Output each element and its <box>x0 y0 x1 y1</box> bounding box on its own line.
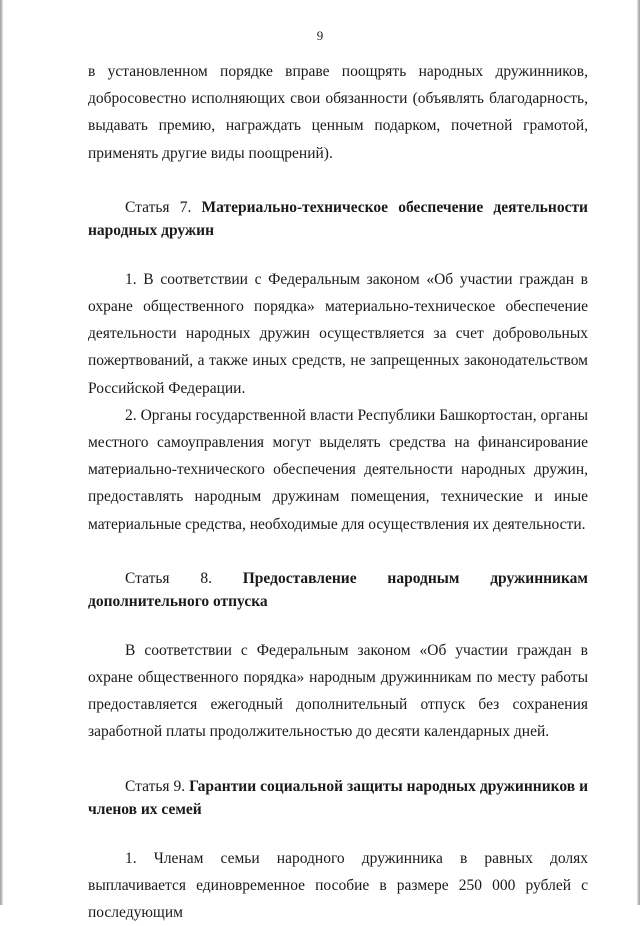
article-8-heading-line-1 <box>88 567 588 590</box>
article-7-heading <box>88 196 588 242</box>
spacer <box>88 167 588 196</box>
paragraph-continuation: в установленном порядке вправе поощрять народных дружинников, добросовестно исполняющих свои обязанности (объявлять благодарность, выдавать премию, награждать ценным подарком, почетной грамотой, применять другие виды поощрений). <box>88 63 588 162</box>
spacer <box>88 821 588 845</box>
article-9-title: Гарантии социальной защиты народных дружинников и членов их семей <box>88 777 588 818</box>
article-8-heading <box>88 567 588 613</box>
spacer <box>88 746 588 775</box>
article-9-paragraph-1: 1. Членам семьи народного дружинника в равных долях выплачивается единовременное пособие в размере 250 000 рублей с последующим <box>88 849 588 922</box>
article-7-title: Материально-техническое обеспечение деятельности народных дружин <box>88 198 588 239</box>
spacer <box>88 538 588 567</box>
spacer <box>88 613 588 637</box>
article-8-prefix: Статья <box>125 569 170 587</box>
article-8-title-word-3: дружинникам <box>490 569 588 587</box>
article-8-paragraph-1: В соответствии с Федеральным законом «Об участии граждан в охране общественного порядка» народным дружинникам по месту работы предоставляется ежегодный дополнительный отпуск без сохранения заработной платы продолжительностью до десяти календарных дней. <box>88 641 588 741</box>
article-8-title-word-1: Предоставление <box>242 569 357 587</box>
article-7-paragraph-1: 1. В соответствии с Федеральным законом «Об участии граждан в охране общественного порядка» материально-техническое обеспечение деятельности народных дружин осуществляется за счет добровольных пожертвований, а также иных средств, не запрещенных законодательством Российской Федерации. <box>88 270 588 397</box>
article-7-prefix: Статья 7. <box>125 198 192 216</box>
article-9-prefix: Статья 9. <box>125 777 186 795</box>
spacer <box>88 242 588 266</box>
document-body <box>88 58 588 926</box>
article-8-heading-line-2: дополнительного отпуска <box>88 592 268 610</box>
article-7-paragraph-2: 2. Органы государственной власти Республики Башкортостан, органы местного самоуправления могут выделять средства на финансирование материально-технического обеспечения деятельности народных дружин, предоставлять народным дружинам помещения, технические и иные материальные средства, необходимые для осуществления их деятельности. <box>88 406 588 533</box>
article-9-heading <box>88 775 588 821</box>
article-8-title-word-2: народным <box>387 569 460 587</box>
scan-edge-left <box>0 0 3 905</box>
page-number: 9 <box>316 28 324 43</box>
article-8-number: 8. <box>200 569 212 587</box>
